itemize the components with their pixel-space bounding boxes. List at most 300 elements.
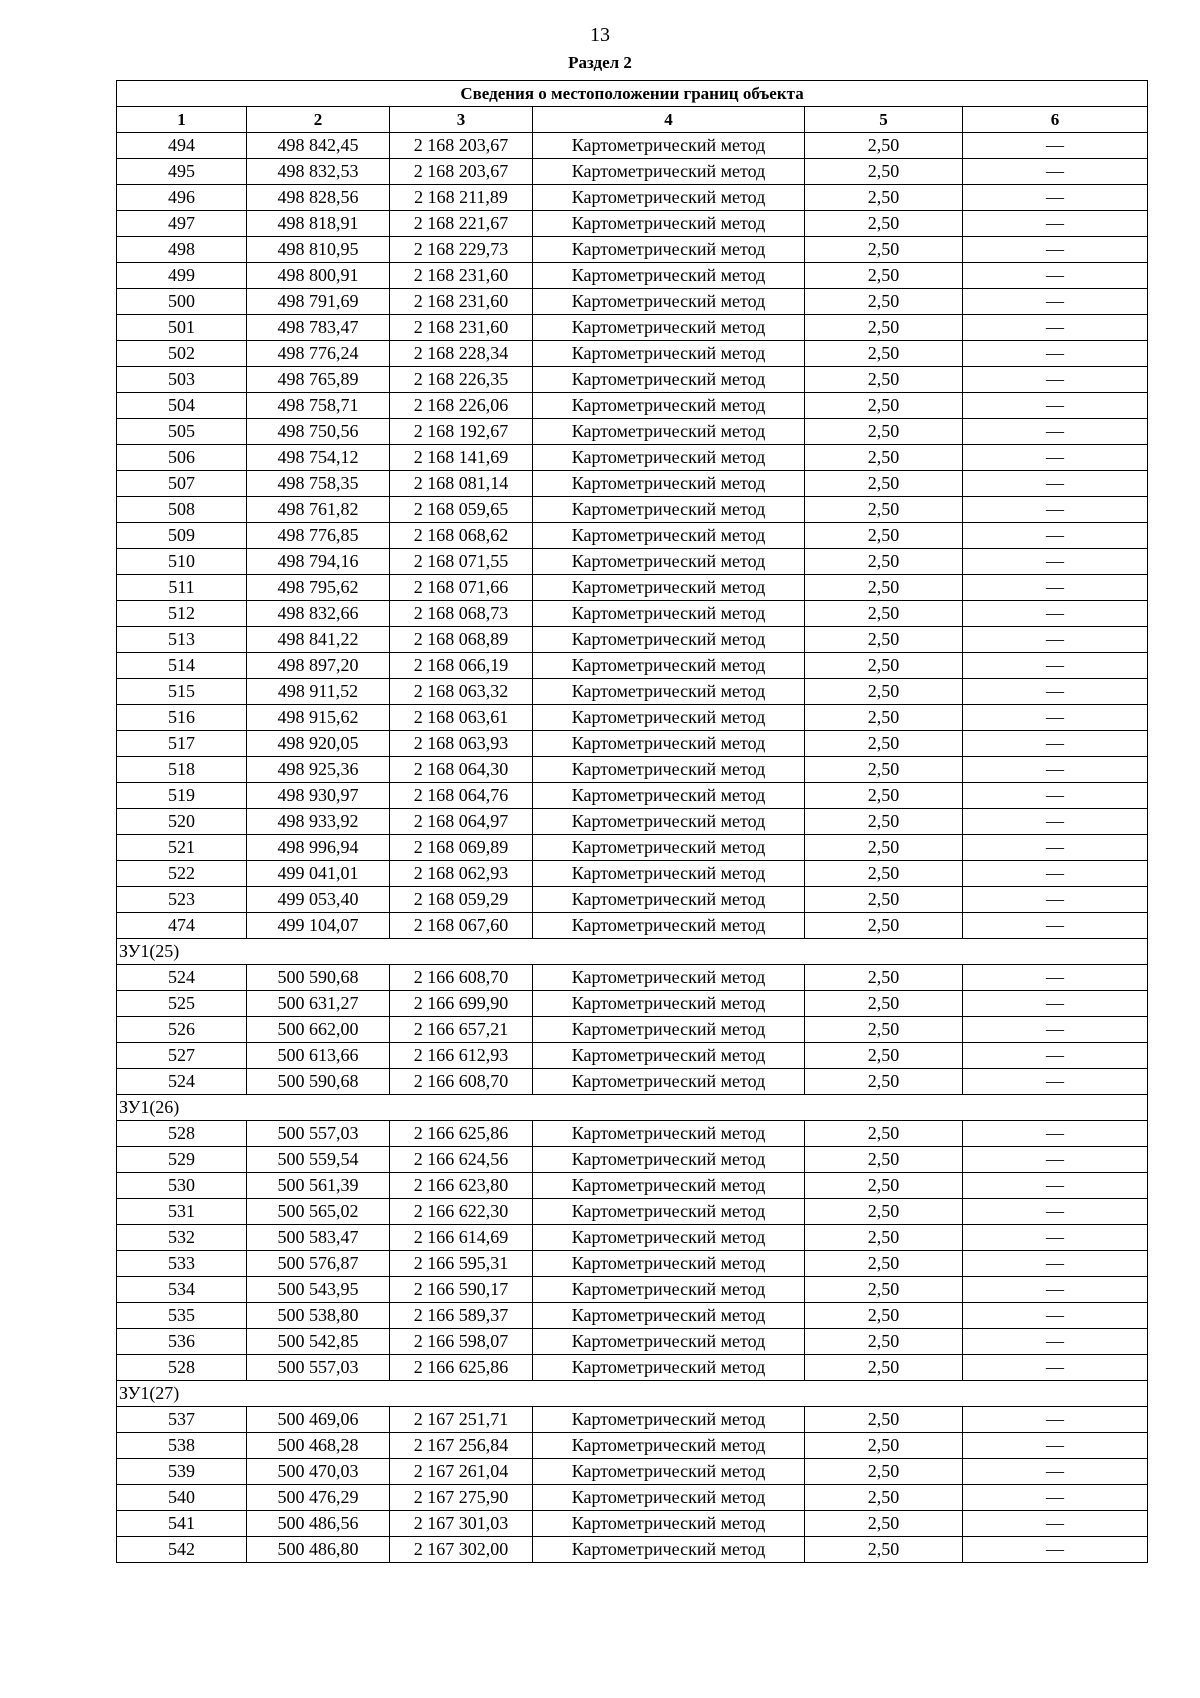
y-coordinate-cell: 2 168 059,29 <box>390 887 533 913</box>
point-number-cell: 499 <box>117 263 247 289</box>
zone-header-row <box>117 939 1148 965</box>
y-coordinate-cell: 2 167 256,84 <box>390 1433 533 1459</box>
x-coordinate-cell: 498 832,66 <box>247 601 390 627</box>
method-cell: Картометрический метод <box>533 1199 805 1225</box>
description-cell: — <box>963 1017 1148 1043</box>
x-coordinate-cell: 500 565,02 <box>247 1199 390 1225</box>
point-number-cell: 538 <box>117 1433 247 1459</box>
table-row <box>117 367 1148 393</box>
accuracy-cell: 2,50 <box>805 263 963 289</box>
accuracy-cell: 2,50 <box>805 159 963 185</box>
table-row <box>117 1537 1148 1563</box>
description-cell: — <box>963 471 1148 497</box>
table-row <box>117 549 1148 575</box>
y-coordinate-cell: 2 166 623,80 <box>390 1173 533 1199</box>
y-coordinate-cell: 2 167 302,00 <box>390 1537 533 1563</box>
accuracy-cell: 2,50 <box>805 367 963 393</box>
accuracy-cell: 2,50 <box>805 809 963 835</box>
point-number-cell: 524 <box>117 1069 247 1095</box>
column-header: 3 <box>390 107 533 133</box>
point-number-cell: 498 <box>117 237 247 263</box>
method-cell: Картометрический метод <box>533 1407 805 1433</box>
accuracy-cell: 2,50 <box>805 1433 963 1459</box>
x-coordinate-cell: 500 576,87 <box>247 1251 390 1277</box>
description-cell: — <box>963 887 1148 913</box>
method-cell: Картометрический метод <box>533 315 805 341</box>
x-coordinate-cell: 498 832,53 <box>247 159 390 185</box>
point-number-cell: 474 <box>117 913 247 939</box>
point-number-cell: 524 <box>117 965 247 991</box>
accuracy-cell: 2,50 <box>805 627 963 653</box>
zone-label: ЗУ1(26) <box>117 1095 1148 1121</box>
y-coordinate-cell: 2 166 598,07 <box>390 1329 533 1355</box>
description-cell: — <box>963 1511 1148 1537</box>
point-number-cell: 496 <box>117 185 247 211</box>
table-row <box>117 653 1148 679</box>
description-cell: — <box>963 1121 1148 1147</box>
point-number-cell: 513 <box>117 627 247 653</box>
method-cell: Картометрический метод <box>533 1225 805 1251</box>
x-coordinate-cell: 500 469,06 <box>247 1407 390 1433</box>
description-cell: — <box>963 341 1148 367</box>
method-cell: Картометрический метод <box>533 783 805 809</box>
accuracy-cell: 2,50 <box>805 1407 963 1433</box>
x-coordinate-cell: 500 543,95 <box>247 1277 390 1303</box>
y-coordinate-cell: 2 166 622,30 <box>390 1199 533 1225</box>
column-header: 1 <box>117 107 247 133</box>
description-cell: — <box>963 1329 1148 1355</box>
column-header: 5 <box>805 107 963 133</box>
description-cell: — <box>963 991 1148 1017</box>
point-number-cell: 512 <box>117 601 247 627</box>
y-coordinate-cell: 2 168 203,67 <box>390 159 533 185</box>
method-cell: Картометрический метод <box>533 887 805 913</box>
table-row <box>117 523 1148 549</box>
y-coordinate-cell: 2 167 251,71 <box>390 1407 533 1433</box>
x-coordinate-cell: 499 104,07 <box>247 913 390 939</box>
description-cell: — <box>963 549 1148 575</box>
description-cell: — <box>963 1225 1148 1251</box>
point-number-cell: 536 <box>117 1329 247 1355</box>
accuracy-cell: 2,50 <box>805 523 963 549</box>
accuracy-cell: 2,50 <box>805 1225 963 1251</box>
method-cell: Картометрический метод <box>533 991 805 1017</box>
method-cell: Картометрический метод <box>533 1017 805 1043</box>
method-cell: Картометрический метод <box>533 393 805 419</box>
point-number-cell: 501 <box>117 315 247 341</box>
method-cell: Картометрический метод <box>533 1485 805 1511</box>
point-number-cell: 514 <box>117 653 247 679</box>
y-coordinate-cell: 2 166 612,93 <box>390 1043 533 1069</box>
y-coordinate-cell: 2 166 608,70 <box>390 1069 533 1095</box>
table-row <box>117 1485 1148 1511</box>
x-coordinate-cell: 498 794,16 <box>247 549 390 575</box>
method-cell: Картометрический метод <box>533 1303 805 1329</box>
accuracy-cell: 2,50 <box>805 393 963 419</box>
point-number-cell: 525 <box>117 991 247 1017</box>
y-coordinate-cell: 2 166 624,56 <box>390 1147 533 1173</box>
accuracy-cell: 2,50 <box>805 1017 963 1043</box>
zone-label: ЗУ1(25) <box>117 939 1148 965</box>
method-cell: Картометрический метод <box>533 1121 805 1147</box>
point-number-cell: 528 <box>117 1121 247 1147</box>
x-coordinate-cell: 500 557,03 <box>247 1355 390 1381</box>
accuracy-cell: 2,50 <box>805 211 963 237</box>
y-coordinate-cell: 2 168 064,30 <box>390 757 533 783</box>
table-row <box>117 861 1148 887</box>
description-cell: — <box>963 1199 1148 1225</box>
x-coordinate-cell: 500 538,80 <box>247 1303 390 1329</box>
y-coordinate-cell: 2 168 062,93 <box>390 861 533 887</box>
description-cell: — <box>963 809 1148 835</box>
method-cell: Картометрический метод <box>533 809 805 835</box>
y-coordinate-cell: 2 168 064,76 <box>390 783 533 809</box>
table-row <box>117 991 1148 1017</box>
accuracy-cell: 2,50 <box>805 549 963 575</box>
table-row <box>117 1303 1148 1329</box>
accuracy-cell: 2,50 <box>805 1355 963 1381</box>
table-row <box>117 1407 1148 1433</box>
method-cell: Картометрический метод <box>533 549 805 575</box>
y-coordinate-cell: 2 166 657,21 <box>390 1017 533 1043</box>
table-row <box>117 601 1148 627</box>
x-coordinate-cell: 498 828,56 <box>247 185 390 211</box>
y-coordinate-cell: 2 168 231,60 <box>390 263 533 289</box>
accuracy-cell: 2,50 <box>805 1329 963 1355</box>
x-coordinate-cell: 498 761,82 <box>247 497 390 523</box>
y-coordinate-cell: 2 168 063,93 <box>390 731 533 757</box>
table-row <box>117 1043 1148 1069</box>
description-cell: — <box>963 679 1148 705</box>
point-number-cell: 541 <box>117 1511 247 1537</box>
y-coordinate-cell: 2 168 221,67 <box>390 211 533 237</box>
section-title: Раздел 2 <box>568 53 632 72</box>
table-row <box>117 627 1148 653</box>
description-cell: — <box>963 1043 1148 1069</box>
method-cell: Картометрический метод <box>533 237 805 263</box>
point-number-cell: 511 <box>117 575 247 601</box>
accuracy-cell: 2,50 <box>805 705 963 731</box>
zone-header-row <box>117 1095 1148 1121</box>
description-cell: — <box>963 835 1148 861</box>
point-number-cell: 502 <box>117 341 247 367</box>
y-coordinate-cell: 2 166 590,17 <box>390 1277 533 1303</box>
description-cell: — <box>963 237 1148 263</box>
point-number-cell: 529 <box>117 1147 247 1173</box>
description-cell: — <box>963 289 1148 315</box>
method-cell: Картометрический метод <box>533 1355 805 1381</box>
point-number-cell: 527 <box>117 1043 247 1069</box>
y-coordinate-cell: 2 168 203,67 <box>390 133 533 159</box>
x-coordinate-cell: 498 750,56 <box>247 419 390 445</box>
accuracy-cell: 2,50 <box>805 835 963 861</box>
x-coordinate-cell: 498 758,35 <box>247 471 390 497</box>
description-cell: — <box>963 497 1148 523</box>
y-coordinate-cell: 2 168 141,69 <box>390 445 533 471</box>
point-number-cell: 522 <box>117 861 247 887</box>
y-coordinate-cell: 2 168 226,06 <box>390 393 533 419</box>
table-row <box>117 809 1148 835</box>
method-cell: Картометрический метод <box>533 679 805 705</box>
description-cell: — <box>963 133 1148 159</box>
method-cell: Картометрический метод <box>533 1537 805 1563</box>
method-cell: Картометрический метод <box>533 1277 805 1303</box>
accuracy-cell: 2,50 <box>805 913 963 939</box>
accuracy-cell: 2,50 <box>805 1511 963 1537</box>
method-cell: Картометрический метод <box>533 185 805 211</box>
method-cell: Картометрический метод <box>533 861 805 887</box>
y-coordinate-cell: 2 168 068,89 <box>390 627 533 653</box>
accuracy-cell: 2,50 <box>805 1043 963 1069</box>
point-number-cell: 515 <box>117 679 247 705</box>
table-row <box>117 289 1148 315</box>
description-cell: — <box>963 1407 1148 1433</box>
y-coordinate-cell: 2 168 071,66 <box>390 575 533 601</box>
table-row <box>117 835 1148 861</box>
y-coordinate-cell: 2 166 614,69 <box>390 1225 533 1251</box>
description-cell: — <box>963 1303 1148 1329</box>
accuracy-cell: 2,50 <box>805 289 963 315</box>
table-row <box>117 393 1148 419</box>
x-coordinate-cell: 498 776,85 <box>247 523 390 549</box>
accuracy-cell: 2,50 <box>805 601 963 627</box>
method-cell: Картометрический метод <box>533 159 805 185</box>
table-row <box>117 211 1148 237</box>
x-coordinate-cell: 500 486,80 <box>247 1537 390 1563</box>
x-coordinate-cell: 500 583,47 <box>247 1225 390 1251</box>
table-row <box>117 705 1148 731</box>
x-coordinate-cell: 498 765,89 <box>247 367 390 393</box>
description-cell: — <box>963 1485 1148 1511</box>
accuracy-cell: 2,50 <box>805 1537 963 1563</box>
x-coordinate-cell: 498 791,69 <box>247 289 390 315</box>
point-number-cell: 520 <box>117 809 247 835</box>
method-cell: Картометрический метод <box>533 1459 805 1485</box>
point-number-cell: 528 <box>117 1355 247 1381</box>
description-cell: — <box>963 1433 1148 1459</box>
point-number-cell: 534 <box>117 1277 247 1303</box>
method-cell: Картометрический метод <box>533 1069 805 1095</box>
table-row <box>117 1251 1148 1277</box>
point-number-cell: 521 <box>117 835 247 861</box>
accuracy-cell: 2,50 <box>805 679 963 705</box>
point-number-cell: 517 <box>117 731 247 757</box>
method-cell: Картометрический метод <box>533 419 805 445</box>
method-cell: Картометрический метод <box>533 965 805 991</box>
table-row <box>117 185 1148 211</box>
method-cell: Картометрический метод <box>533 523 805 549</box>
y-coordinate-cell: 2 168 211,89 <box>390 185 533 211</box>
x-coordinate-cell: 498 920,05 <box>247 731 390 757</box>
description-cell: — <box>963 913 1148 939</box>
y-coordinate-cell: 2 167 275,90 <box>390 1485 533 1511</box>
x-coordinate-cell: 498 818,91 <box>247 211 390 237</box>
point-number-cell: 504 <box>117 393 247 419</box>
method-cell: Картометрический метод <box>533 445 805 471</box>
x-coordinate-cell: 500 631,27 <box>247 991 390 1017</box>
method-cell: Картометрический метод <box>533 1433 805 1459</box>
description-cell: — <box>963 393 1148 419</box>
accuracy-cell: 2,50 <box>805 783 963 809</box>
accuracy-cell: 2,50 <box>805 133 963 159</box>
point-number-cell: 503 <box>117 367 247 393</box>
y-coordinate-cell: 2 167 301,03 <box>390 1511 533 1537</box>
table-row <box>117 419 1148 445</box>
description-cell: — <box>963 861 1148 887</box>
accuracy-cell: 2,50 <box>805 1485 963 1511</box>
table-row <box>117 1173 1148 1199</box>
table-caption-row <box>117 81 1148 107</box>
description-cell: — <box>963 601 1148 627</box>
point-number-cell: 531 <box>117 1199 247 1225</box>
column-header-row <box>117 107 1148 133</box>
description-cell: — <box>963 1173 1148 1199</box>
table-row <box>117 1147 1148 1173</box>
method-cell: Картометрический метод <box>533 653 805 679</box>
table-row <box>117 1433 1148 1459</box>
point-number-cell: 516 <box>117 705 247 731</box>
x-coordinate-cell: 498 800,91 <box>247 263 390 289</box>
point-number-cell: 505 <box>117 419 247 445</box>
point-number-cell: 510 <box>117 549 247 575</box>
table-row <box>117 965 1148 991</box>
accuracy-cell: 2,50 <box>805 185 963 211</box>
description-cell: — <box>963 445 1148 471</box>
point-number-cell: 533 <box>117 1251 247 1277</box>
point-number-cell: 542 <box>117 1537 247 1563</box>
x-coordinate-cell: 498 795,62 <box>247 575 390 601</box>
point-number-cell: 500 <box>117 289 247 315</box>
table-row <box>117 913 1148 939</box>
method-cell: Картометрический метод <box>533 497 805 523</box>
table-row <box>117 757 1148 783</box>
x-coordinate-cell: 499 041,01 <box>247 861 390 887</box>
accuracy-cell: 2,50 <box>805 1147 963 1173</box>
y-coordinate-cell: 2 168 068,62 <box>390 523 533 549</box>
method-cell: Картометрический метод <box>533 575 805 601</box>
x-coordinate-cell: 499 053,40 <box>247 887 390 913</box>
method-cell: Картометрический метод <box>533 1173 805 1199</box>
x-coordinate-cell: 500 559,54 <box>247 1147 390 1173</box>
accuracy-cell: 2,50 <box>805 341 963 367</box>
y-coordinate-cell: 2 166 625,86 <box>390 1355 533 1381</box>
column-header: 4 <box>533 107 805 133</box>
table-caption: Сведения о местоположении границ объекта <box>117 81 1148 107</box>
table-row <box>117 133 1148 159</box>
method-cell: Картометрический метод <box>533 757 805 783</box>
y-coordinate-cell: 2 166 699,90 <box>390 991 533 1017</box>
x-coordinate-cell: 498 915,62 <box>247 705 390 731</box>
table-row <box>117 575 1148 601</box>
table-row <box>117 497 1148 523</box>
point-number-cell: 519 <box>117 783 247 809</box>
point-number-cell: 537 <box>117 1407 247 1433</box>
x-coordinate-cell: 500 486,56 <box>247 1511 390 1537</box>
point-number-cell: 509 <box>117 523 247 549</box>
description-cell: — <box>963 523 1148 549</box>
table-body <box>117 133 1148 1563</box>
point-number-cell: 539 <box>117 1459 247 1485</box>
y-coordinate-cell: 2 168 192,67 <box>390 419 533 445</box>
y-coordinate-cell: 2 166 608,70 <box>390 965 533 991</box>
description-cell: — <box>963 1459 1148 1485</box>
boundary-coordinates-table <box>116 80 1148 1563</box>
description-cell: — <box>963 315 1148 341</box>
table-row <box>117 1225 1148 1251</box>
y-coordinate-cell: 2 168 229,73 <box>390 237 533 263</box>
accuracy-cell: 2,50 <box>805 1199 963 1225</box>
table-row <box>117 471 1148 497</box>
y-coordinate-cell: 2 166 589,37 <box>390 1303 533 1329</box>
accuracy-cell: 2,50 <box>805 653 963 679</box>
description-cell: — <box>963 159 1148 185</box>
method-cell: Картометрический метод <box>533 133 805 159</box>
method-cell: Картометрический метод <box>533 1329 805 1355</box>
accuracy-cell: 2,50 <box>805 731 963 757</box>
description-cell: — <box>963 367 1148 393</box>
x-coordinate-cell: 498 783,47 <box>247 315 390 341</box>
y-coordinate-cell: 2 168 069,89 <box>390 835 533 861</box>
description-cell: — <box>963 705 1148 731</box>
point-number-cell: 506 <box>117 445 247 471</box>
x-coordinate-cell: 500 662,00 <box>247 1017 390 1043</box>
y-coordinate-cell: 2 168 068,73 <box>390 601 533 627</box>
description-cell: — <box>963 757 1148 783</box>
description-cell: — <box>963 1537 1148 1563</box>
method-cell: Картометрический метод <box>533 471 805 497</box>
x-coordinate-cell: 498 841,22 <box>247 627 390 653</box>
table-row <box>117 1459 1148 1485</box>
x-coordinate-cell: 498 925,36 <box>247 757 390 783</box>
table-row <box>117 1199 1148 1225</box>
accuracy-cell: 2,50 <box>805 237 963 263</box>
page-number: 13 <box>590 24 610 46</box>
description-cell: — <box>963 1069 1148 1095</box>
x-coordinate-cell: 498 754,12 <box>247 445 390 471</box>
point-number-cell: 540 <box>117 1485 247 1511</box>
description-cell: — <box>963 1277 1148 1303</box>
accuracy-cell: 2,50 <box>805 1459 963 1485</box>
accuracy-cell: 2,50 <box>805 965 963 991</box>
description-cell: — <box>963 211 1148 237</box>
x-coordinate-cell: 500 561,39 <box>247 1173 390 1199</box>
method-cell: Картометрический метод <box>533 367 805 393</box>
description-cell: — <box>963 263 1148 289</box>
y-coordinate-cell: 2 168 231,60 <box>390 289 533 315</box>
point-number-cell: 535 <box>117 1303 247 1329</box>
y-coordinate-cell: 2 166 595,31 <box>390 1251 533 1277</box>
method-cell: Картометрический метод <box>533 627 805 653</box>
description-cell: — <box>963 419 1148 445</box>
table-row <box>117 159 1148 185</box>
method-cell: Картометрический метод <box>533 1043 805 1069</box>
x-coordinate-cell: 500 557,03 <box>247 1121 390 1147</box>
accuracy-cell: 2,50 <box>805 1277 963 1303</box>
method-cell: Картометрический метод <box>533 1251 805 1277</box>
y-coordinate-cell: 2 168 228,34 <box>390 341 533 367</box>
table-row <box>117 731 1148 757</box>
method-cell: Картометрический метод <box>533 835 805 861</box>
point-number-cell: 494 <box>117 133 247 159</box>
y-coordinate-cell: 2 168 059,65 <box>390 497 533 523</box>
y-coordinate-cell: 2 166 625,86 <box>390 1121 533 1147</box>
x-coordinate-cell: 498 776,24 <box>247 341 390 367</box>
zone-header-row <box>117 1381 1148 1407</box>
y-coordinate-cell: 2 168 066,19 <box>390 653 533 679</box>
table-row <box>117 1121 1148 1147</box>
x-coordinate-cell: 498 758,71 <box>247 393 390 419</box>
y-coordinate-cell: 2 168 063,61 <box>390 705 533 731</box>
